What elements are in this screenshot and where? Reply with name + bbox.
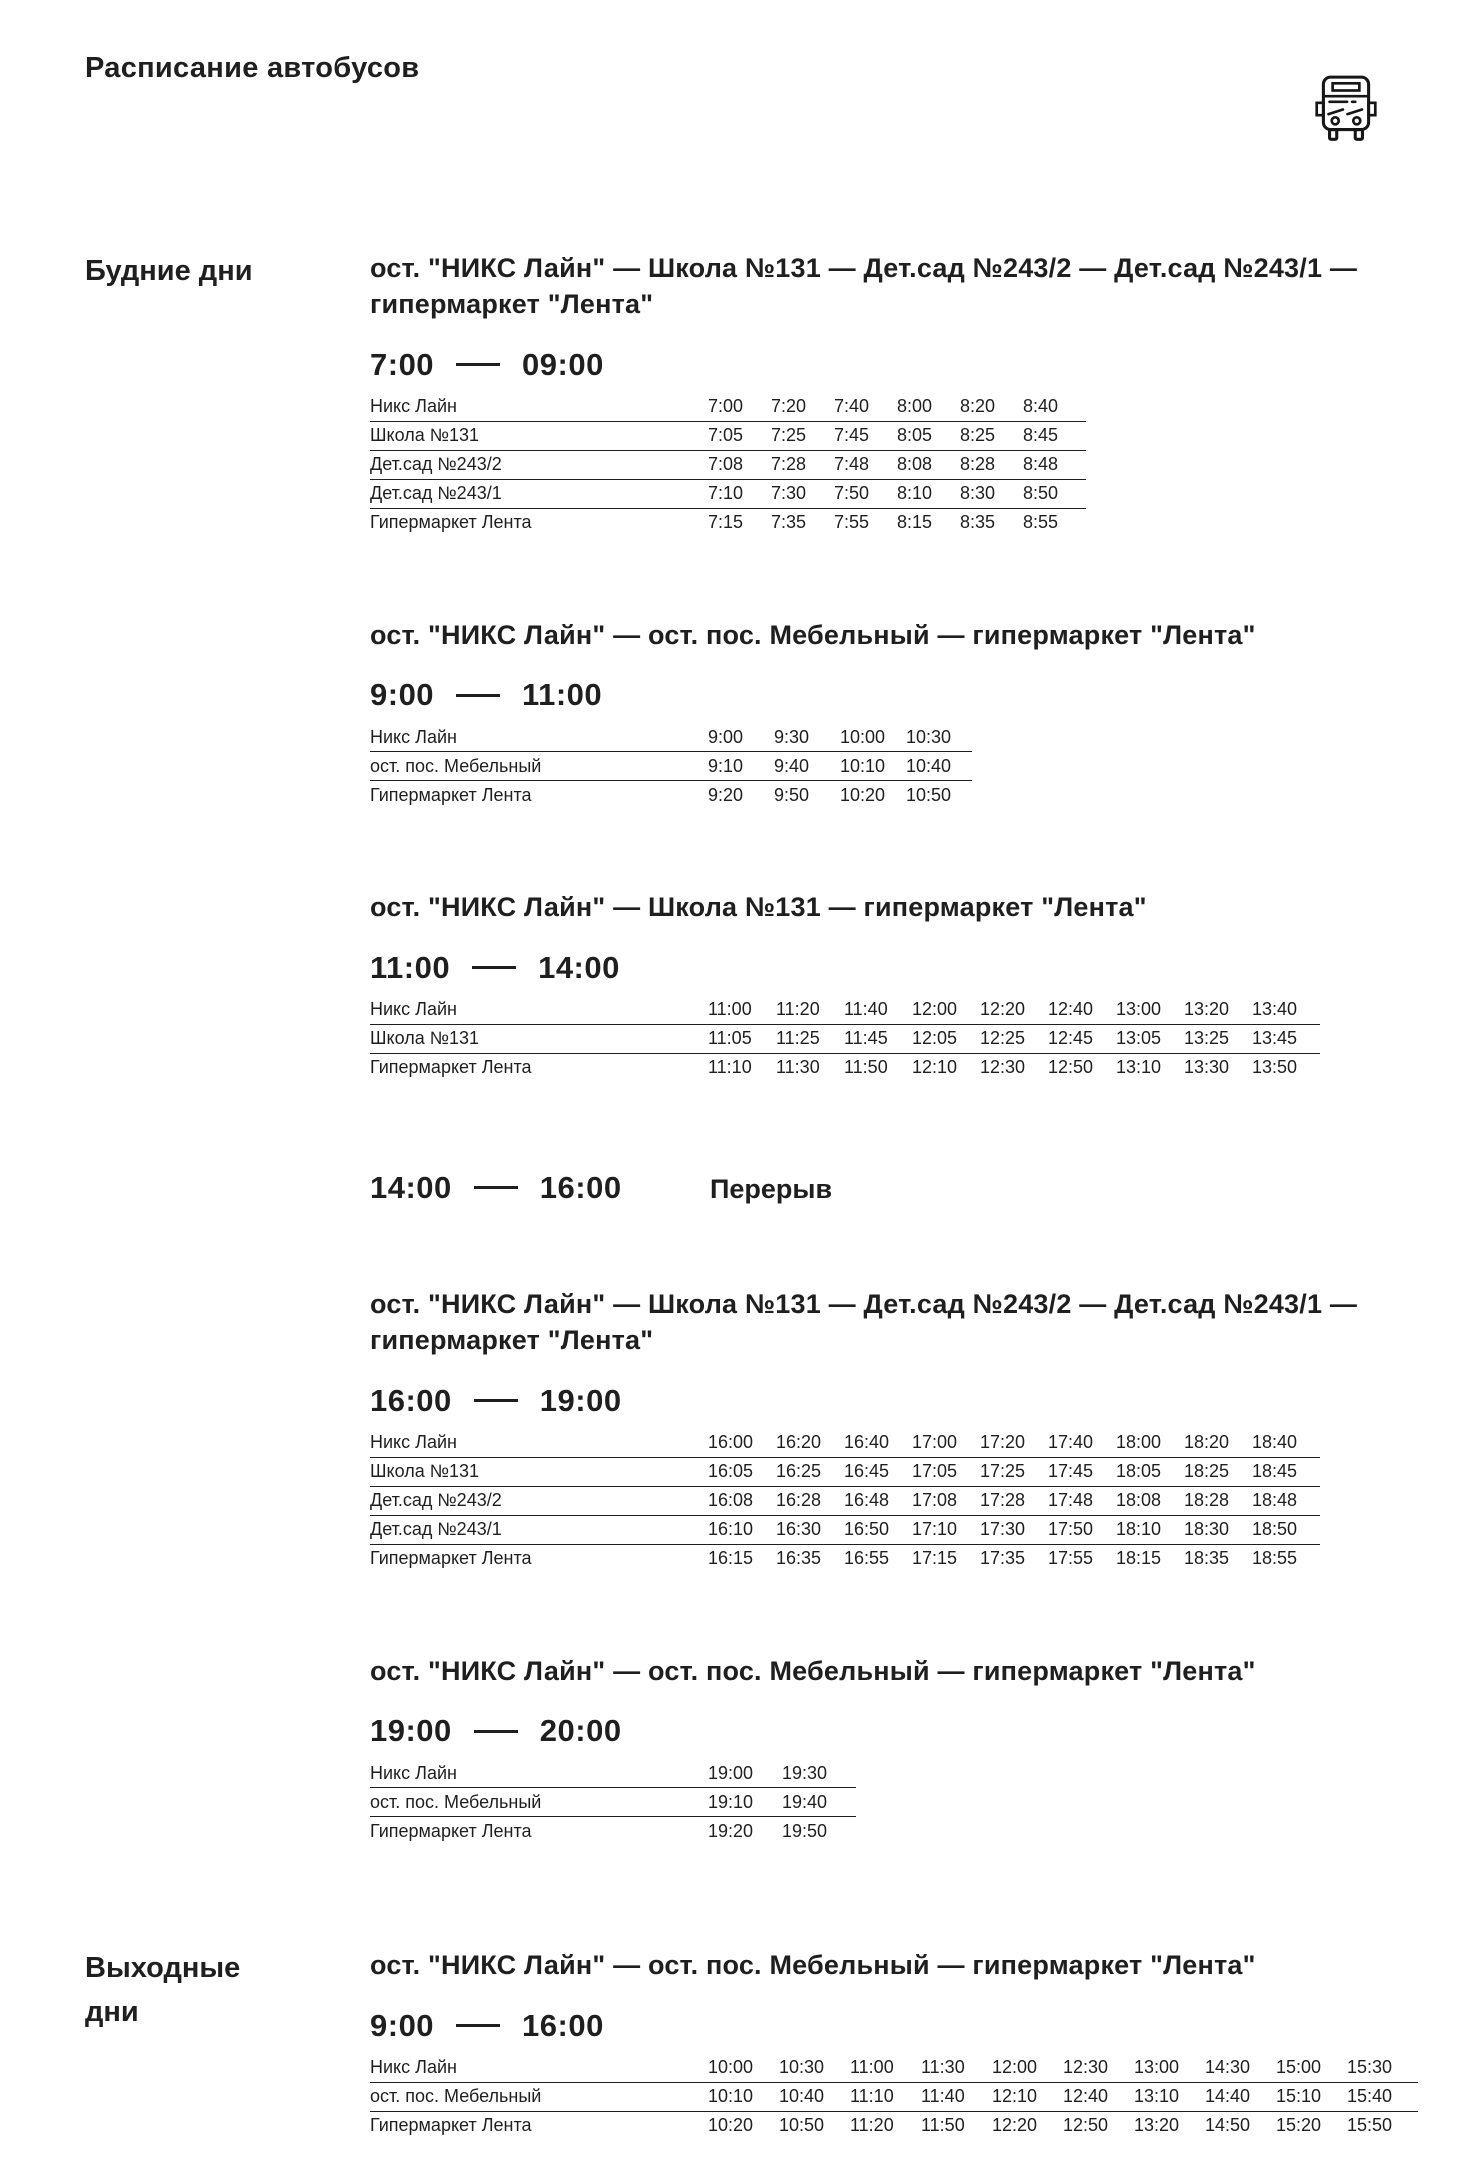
time-cell: 17:30 [980, 1515, 1048, 1544]
time-cell: 18:00 [1116, 1429, 1184, 1458]
route-title: ост. "НИКС Лайн" — ост. пос. Мебельный — гипермаркет "Лента" [370, 1655, 1256, 1686]
timetable [370, 996, 1320, 1082]
table-row [370, 996, 1320, 1025]
time-cell: 10:50 [906, 784, 952, 805]
time-cell: 13:20 [1184, 996, 1252, 1025]
stop-name: Дет.сад №243/1 [370, 479, 708, 508]
table-row [370, 1429, 1320, 1458]
time-cell: 18:40 [1252, 1429, 1320, 1458]
dash-icon [456, 2024, 500, 2027]
time-to: 20:00 [539, 1713, 622, 1749]
day-section [85, 1947, 1436, 2179]
time-cell: 10:20 [708, 2115, 754, 2135]
time-range-row [370, 347, 1436, 383]
time-cell: 16:25 [776, 1457, 844, 1486]
time-range-row [370, 677, 1436, 713]
time-cell: 16:20 [776, 1429, 844, 1458]
route-block [370, 617, 1436, 809]
time-cell: 15:00 [1276, 2054, 1347, 2083]
time-to: 19:00 [539, 1382, 622, 1418]
table-row [370, 508, 1086, 537]
time-cell: 8:50 [1023, 479, 1086, 508]
route-title: ост. "НИКС Лайн" — ост. пос. Мебельный — гипермаркет "Лента" [370, 1950, 1256, 1981]
time-cell: 7:48 [834, 450, 897, 479]
time-cell: 13:40 [1252, 996, 1320, 1025]
time-cell: 16:08 [708, 1486, 776, 1515]
time-cell: 17:55 [1048, 1548, 1094, 1569]
time-range [370, 1170, 710, 1206]
time-cell: 12:20 [980, 996, 1048, 1025]
time-cell: 12:45 [1048, 1024, 1116, 1053]
time-cell: 16:28 [776, 1486, 844, 1515]
time-cell: 11:30 [921, 2054, 992, 2083]
time-cell: 18:28 [1184, 1486, 1252, 1515]
time-cell: 7:05 [708, 421, 771, 450]
time-cell: 9:20 [708, 784, 744, 805]
table-row [370, 2082, 1418, 2111]
time-cell: 17:25 [980, 1457, 1048, 1486]
time-cell: 12:40 [1048, 996, 1116, 1025]
time-cell: 7:15 [708, 512, 744, 533]
table-row [370, 393, 1086, 422]
time-from: 11:00 [370, 949, 451, 985]
time-cell: 7:20 [771, 393, 834, 422]
time-to: 16:00 [522, 2007, 604, 2043]
time-cell: 19:50 [782, 1820, 828, 1841]
time-cell: 17:28 [980, 1486, 1048, 1515]
table-row [370, 1053, 1320, 1082]
time-cell: 13:30 [1184, 1057, 1230, 1078]
time-cell: 10:00 [708, 2054, 779, 2083]
time-cell: 10:10 [840, 752, 906, 781]
time-cell: 19:00 [708, 1759, 782, 1788]
time-range-row [370, 1713, 1436, 1749]
time-cell: 17:10 [912, 1515, 980, 1544]
table-row [370, 723, 972, 752]
time-cell: 16:40 [844, 1429, 912, 1458]
time-cell: 12:10 [912, 1057, 958, 1078]
time-cell: 17:40 [1048, 1429, 1116, 1458]
time-cell: 11:00 [708, 996, 776, 1025]
time-cell: 13:25 [1184, 1024, 1252, 1053]
time-cell: 12:50 [1063, 2115, 1109, 2135]
time-cell: 17:20 [980, 1429, 1048, 1458]
time-cell: 7:00 [708, 393, 771, 422]
time-cell: 9:10 [708, 752, 774, 781]
time-range [370, 347, 604, 383]
time-cell: 16:00 [708, 1429, 776, 1458]
time-range [370, 677, 602, 713]
time-cell: 10:30 [906, 723, 972, 752]
time-cell: 18:20 [1184, 1429, 1252, 1458]
time-cell: 13:20 [1134, 2115, 1180, 2135]
route-block [370, 1286, 1436, 1573]
table-row [370, 1486, 1320, 1515]
time-cell: 12:00 [992, 2054, 1063, 2083]
time-cell: 11:20 [776, 996, 844, 1025]
time-cell: 7:50 [834, 479, 897, 508]
time-cell: 7:30 [771, 479, 834, 508]
table-row [370, 2111, 1418, 2140]
page-title: Расписание автобусов [85, 52, 420, 84]
time-range [370, 2008, 604, 2044]
time-range [370, 950, 620, 986]
stop-name: Никс Лайн [370, 2054, 708, 2083]
time-cell: 12:25 [980, 1024, 1048, 1053]
time-cell: 12:05 [912, 1024, 980, 1053]
time-cell: 13:45 [1252, 1024, 1320, 1053]
time-cell: 14:50 [1205, 2115, 1251, 2135]
time-range [370, 1383, 622, 1419]
table-row [370, 479, 1086, 508]
time-cell: 11:10 [708, 1057, 752, 1078]
time-cell: 9:40 [774, 752, 840, 781]
time-cell: 10:20 [840, 784, 886, 805]
time-cell: 19:20 [708, 1820, 754, 1841]
day-label: Будние дни [85, 255, 253, 287]
time-cell: 11:30 [776, 1057, 820, 1078]
time-cell: 8:45 [1023, 421, 1086, 450]
time-range [370, 1713, 622, 1749]
table-row [370, 2054, 1418, 2083]
time-cell: 16:55 [844, 1548, 890, 1569]
stop-name: Гипермаркет Лента [370, 784, 532, 805]
time-cell: 12:10 [992, 2082, 1063, 2111]
stop-name: Гипермаркет Лента [370, 1057, 532, 1078]
time-cell: 18:08 [1116, 1486, 1184, 1515]
stop-name: Никс Лайн [370, 723, 708, 752]
time-to: 09:00 [522, 346, 604, 382]
time-cell: 10:40 [906, 752, 972, 781]
time-cell: 8:55 [1023, 512, 1059, 533]
time-cell: 8:35 [960, 512, 996, 533]
stop-name: ост. пос. Мебельный [370, 1788, 708, 1817]
time-cell: 18:30 [1184, 1515, 1252, 1544]
timetable [370, 393, 1086, 537]
timetable [370, 1429, 1320, 1573]
stop-name: Никс Лайн [370, 1759, 708, 1788]
table-row [370, 1457, 1320, 1486]
time-cell: 16:35 [776, 1548, 822, 1569]
table-row [370, 421, 1086, 450]
time-range-row [370, 1170, 1436, 1206]
day-label: Выходные дни [85, 1952, 241, 2028]
time-cell: 9:50 [774, 784, 810, 805]
break-note: Перерыв [710, 1173, 833, 1204]
time-cell: 17:05 [912, 1457, 980, 1486]
dash-icon [474, 1186, 518, 1189]
time-from: 19:00 [370, 1713, 452, 1749]
stop-name: Дет.сад №243/1 [370, 1515, 708, 1544]
time-cell: 13:00 [1116, 996, 1184, 1025]
time-cell: 19:40 [782, 1788, 856, 1817]
timetable [370, 723, 972, 809]
time-cell: 8:48 [1023, 450, 1086, 479]
time-cell: 17:35 [980, 1548, 1026, 1569]
time-cell: 11:05 [708, 1024, 776, 1053]
time-cell: 13:10 [1134, 2082, 1205, 2111]
time-cell: 9:30 [774, 723, 840, 752]
time-cell: 8:30 [960, 479, 1023, 508]
section-content [370, 250, 1436, 1885]
stop-name: Школа №131 [370, 421, 708, 450]
time-cell: 8:00 [897, 393, 960, 422]
time-cell: 14:40 [1205, 2082, 1276, 2111]
time-cell: 8:08 [897, 450, 960, 479]
table-row [370, 1759, 856, 1788]
time-cell: 7:10 [708, 479, 771, 508]
time-cell: 13:10 [1116, 1057, 1162, 1078]
time-cell: 17:15 [912, 1548, 958, 1569]
time-to: 11:00 [522, 677, 603, 713]
time-cell: 17:45 [1048, 1457, 1116, 1486]
time-cell: 19:30 [782, 1759, 856, 1788]
stop-name: Школа №131 [370, 1457, 708, 1486]
time-cell: 15:50 [1347, 2115, 1393, 2135]
time-cell: 12:40 [1063, 2082, 1134, 2111]
time-cell: 16:05 [708, 1457, 776, 1486]
table-row [370, 450, 1086, 479]
time-cell: 12:20 [992, 2115, 1038, 2135]
time-cell: 13:05 [1116, 1024, 1184, 1053]
time-cell: 7:45 [834, 421, 897, 450]
route-title: ост. "НИКС Лайн" — Школа №131 — Дет.сад №243/2 — Дет.сад №243/1 — гипермаркет "Лента" [370, 1288, 1358, 1356]
time-cell: 9:00 [708, 723, 774, 752]
time-cell: 7:28 [771, 450, 834, 479]
table-row [370, 1515, 1320, 1544]
route-title: ост. "НИКС Лайн" — Школа №131 — гипермаркет "Лента" [370, 892, 1147, 923]
time-from: 7:00 [370, 346, 435, 382]
timetable [370, 1759, 856, 1845]
time-cell: 13:50 [1252, 1057, 1298, 1078]
route-block [370, 1653, 1436, 1845]
stop-name: Гипермаркет Лента [370, 512, 532, 533]
schedule [85, 250, 1436, 2180]
time-cell: 16:10 [708, 1515, 776, 1544]
time-cell: 19:10 [708, 1788, 782, 1817]
time-from: 16:00 [370, 1382, 452, 1418]
time-cell: 18:25 [1184, 1457, 1252, 1486]
route-block [370, 889, 1436, 1081]
time-cell: 11:20 [850, 2115, 894, 2135]
time-cell: 18:35 [1184, 1548, 1230, 1569]
time-cell: 8:10 [897, 479, 960, 508]
stop-name: ост. пос. Мебельный [370, 2082, 708, 2111]
header [85, 52, 1436, 146]
time-cell: 7:25 [771, 421, 834, 450]
bus-icon [1311, 72, 1381, 146]
dash-icon [474, 1399, 518, 1402]
stop-name: Гипермаркет Лента [370, 1820, 532, 1841]
time-cell: 10:10 [708, 2082, 779, 2111]
time-cell: 12:50 [1048, 1057, 1094, 1078]
table-row [370, 781, 972, 810]
stop-name: Никс Лайн [370, 996, 708, 1025]
time-cell: 8:15 [897, 512, 933, 533]
time-cell: 16:48 [844, 1486, 912, 1515]
time-cell: 12:30 [980, 1057, 1026, 1078]
time-cell: 18:48 [1252, 1486, 1320, 1515]
time-cell: 11:10 [850, 2082, 921, 2111]
stop-name: Школа №131 [370, 1024, 708, 1053]
time-from: 9:00 [370, 677, 435, 713]
route-title: ост. "НИКС Лайн" — ост. пос. Мебельный — гипермаркет "Лента" [370, 619, 1256, 650]
time-cell: 18:05 [1116, 1457, 1184, 1486]
time-cell: 18:10 [1116, 1515, 1184, 1544]
table-row [370, 1788, 856, 1817]
stop-name: Дет.сад №243/2 [370, 1486, 708, 1515]
stop-name: Гипермаркет Лента [370, 2115, 532, 2135]
time-cell: 11:40 [921, 2082, 992, 2111]
time-cell: 18:15 [1116, 1548, 1162, 1569]
time-cell: 7:08 [708, 450, 771, 479]
time-cell: 16:30 [776, 1515, 844, 1544]
stop-name: Никс Лайн [370, 393, 708, 422]
table-row [370, 752, 972, 781]
time-range-row [370, 2008, 1436, 2044]
break-block [370, 1170, 1436, 1206]
time-cell: 11:50 [844, 1057, 888, 1078]
time-cell: 17:00 [912, 1429, 980, 1458]
stop-name: Дет.сад №243/2 [370, 450, 708, 479]
table-row [370, 1024, 1320, 1053]
time-cell: 11:00 [850, 2054, 921, 2083]
day-section [85, 250, 1436, 1885]
time-cell: 16:45 [844, 1457, 912, 1486]
timetable [370, 2054, 1418, 2140]
section-content [370, 1947, 1436, 2179]
table-row [370, 1544, 1320, 1573]
stop-name: ост. пос. Мебельный [370, 752, 708, 781]
time-to: 16:00 [539, 1169, 622, 1205]
time-cell: 8:28 [960, 450, 1023, 479]
time-cell: 8:25 [960, 421, 1023, 450]
route-block [370, 1947, 1436, 2139]
time-cell: 8:05 [897, 421, 960, 450]
time-cell: 8:20 [960, 393, 1023, 422]
stop-name: Гипермаркет Лента [370, 1548, 532, 1569]
time-cell: 17:48 [1048, 1486, 1116, 1515]
time-cell: 7:55 [834, 512, 870, 533]
time-cell: 15:20 [1276, 2115, 1322, 2135]
time-cell: 11:50 [921, 2115, 965, 2135]
time-from: 9:00 [370, 2007, 435, 2043]
time-cell: 10:40 [779, 2082, 850, 2111]
time-cell: 10:30 [779, 2054, 850, 2083]
time-cell: 7:40 [834, 393, 897, 422]
dash-icon [472, 966, 516, 969]
time-cell: 11:45 [844, 1024, 912, 1053]
dash-icon [456, 694, 500, 697]
time-from: 14:00 [370, 1169, 452, 1205]
time-cell: 10:00 [840, 723, 906, 752]
time-cell: 16:15 [708, 1548, 754, 1569]
time-to: 14:00 [538, 949, 620, 985]
time-cell: 11:40 [844, 996, 912, 1025]
time-cell: 10:50 [779, 2115, 825, 2135]
time-cell: 15:40 [1347, 2082, 1418, 2111]
stop-name: Никс Лайн [370, 1429, 708, 1458]
time-cell: 18:45 [1252, 1457, 1320, 1486]
route-block [370, 250, 1436, 537]
time-cell: 13:00 [1134, 2054, 1205, 2083]
table-row [370, 1817, 856, 1846]
time-cell: 8:40 [1023, 393, 1086, 422]
time-range-row [370, 950, 1436, 986]
dash-icon [456, 363, 500, 366]
time-range-row [370, 1383, 1436, 1419]
route-title: ост. "НИКС Лайн" — Школа №131 — Дет.сад №243/2 — Дет.сад №243/1 — гипермаркет "Лента" [370, 253, 1358, 320]
time-cell: 12:00 [912, 996, 980, 1025]
time-cell: 7:35 [771, 512, 807, 533]
dash-icon [474, 1730, 518, 1733]
time-cell: 14:30 [1205, 2054, 1276, 2083]
time-cell: 15:30 [1347, 2054, 1418, 2083]
time-cell: 15:10 [1276, 2082, 1347, 2111]
time-cell: 16:50 [844, 1515, 912, 1544]
time-cell: 18:55 [1252, 1548, 1298, 1569]
time-cell: 11:25 [776, 1024, 844, 1053]
time-cell: 18:50 [1252, 1515, 1320, 1544]
time-cell: 17:08 [912, 1486, 980, 1515]
time-cell: 12:30 [1063, 2054, 1134, 2083]
time-cell: 17:50 [1048, 1515, 1116, 1544]
